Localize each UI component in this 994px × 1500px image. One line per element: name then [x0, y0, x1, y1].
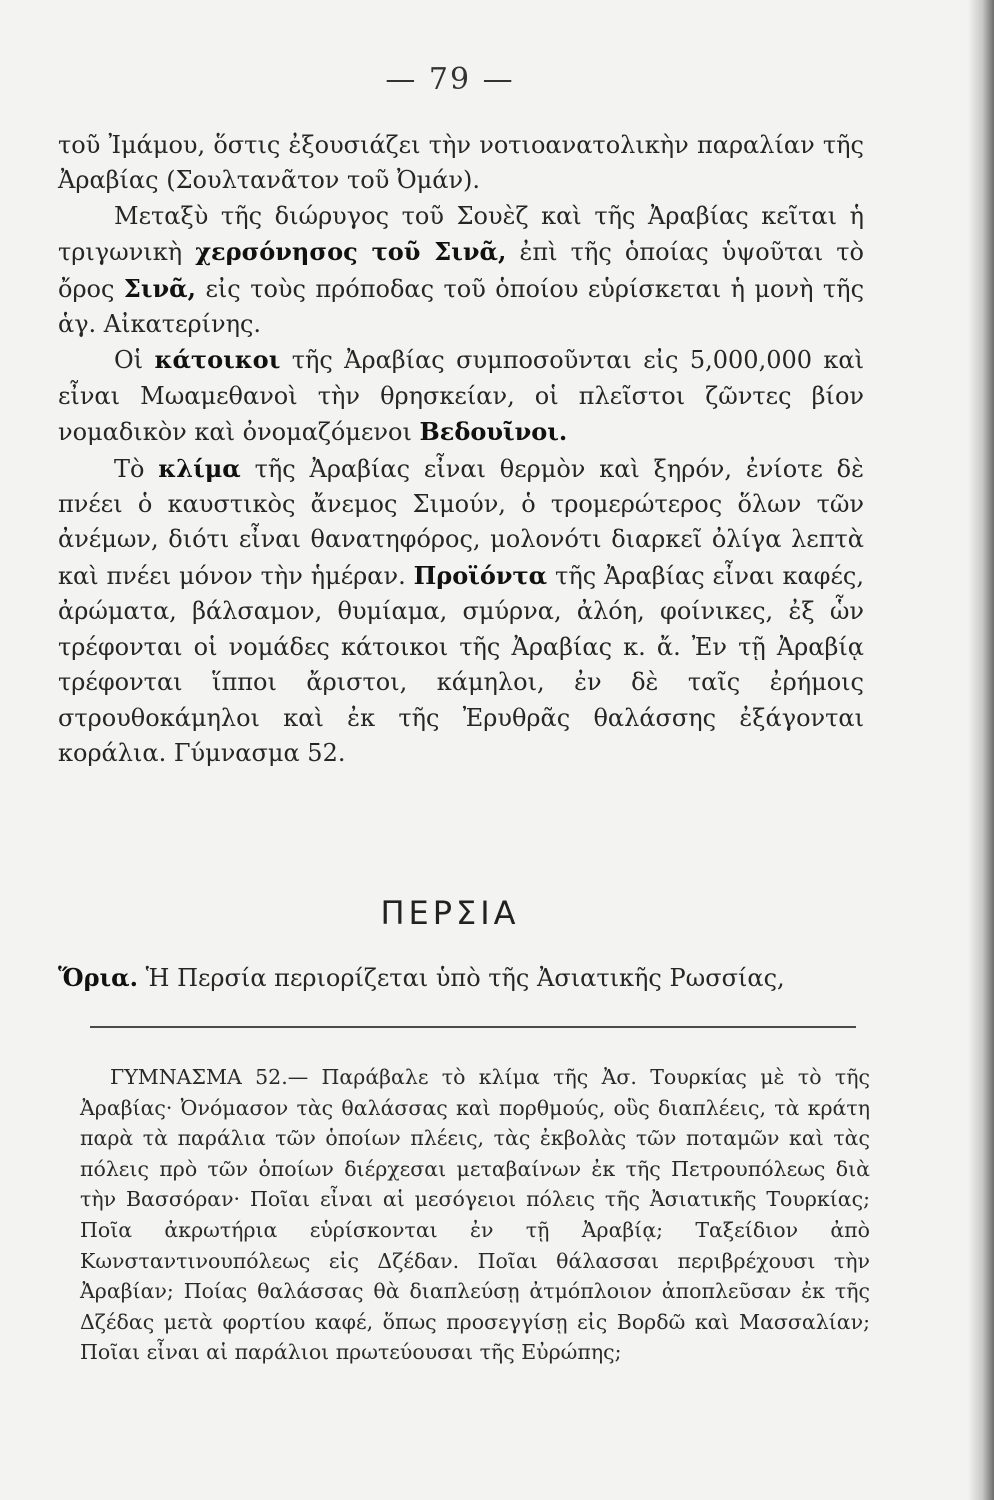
term-mount-sinai: Σινᾶ, [123, 273, 196, 303]
main-text [58, 128, 864, 771]
paragraph-climate-text-3: τῆς Ἀραβίας εἶναι καφές, ἀρώματα, βάλσαμον, θυμίαμα, σμύρνα, ἀλόη, φοίνικες, ἐξ ὧν τρέφονται οἱ νομάδες κάτοικοι τῆς Ἀραβίας κ. ἄ. Ἐν τῇ Ἀραβίᾳ τρέφονται ἵπποι ἄριστοι, κάμηλοι, ἐν δὲ ταῖς ἐρήμοις στρουθοκάμηλοι καὶ ἐκ τῆς Ἐρυθρᾶς θαλάσσης ἐξάγονται κοράλια. Γύμνασμα 52. [58, 561, 864, 767]
paragraph-inhabitants [58, 342, 864, 450]
term-borders: Ὅρια. [58, 963, 138, 992]
paragraph-inhabitants-text-2: τῆς Ἀραβίας συμποσοῦνται εἰς 5,000,000 καὶ εἶναι Μωαμεθανοὶ τὴν θρησκείαν, οἱ πλεῖστοι ζῶντες βίον νομαδικὸν καὶ ὀνομαζόμενοι [58, 346, 864, 447]
paragraph-climate-text-1: Τὸ [114, 454, 159, 483]
page-number: — 79 — [385, 62, 515, 97]
paragraph-sinai [58, 199, 864, 343]
section-borders-paragraph [58, 960, 864, 996]
footnote-divider [90, 1026, 856, 1028]
paragraph-sinai-text-3: εἰς τοὺς πρόποδας τοῦ ὁποίου εὑρίσκεται ἡ μονὴ τῆς ἁγ. Αἰκατερίνης. [58, 274, 865, 339]
term-climate: κλίμα [158, 453, 241, 483]
paragraph-imam-text: τοῦ Ἰμάμου, ὅστις ἐξουσιάζει τὴν νοτιοανατολικὴν παραλίαν τῆς Ἀραβίας (Σουλτανᾶτον τοῦ Ὀμάν). [58, 131, 864, 195]
paragraph-inhabitants-text-1: Οἱ [114, 346, 155, 375]
section-borders-text: Ἡ Περσία περιορίζεται ὑπὸ τῆς Ἀσιατικῆς Ρωσσίας, [138, 964, 785, 992]
term-sinai-peninsula: χερσόνησος τοῦ Σινᾶ, [195, 237, 507, 267]
section-heading-persia: ΠΕΡΣΙΑ [380, 894, 520, 932]
paragraph-climate [58, 451, 864, 772]
paragraph-sinai-text-2: ἐπὶ τῆς ὁποίας ὑψοῦται τὸ ὄρος [58, 238, 864, 303]
paragraph-climate-text-2: τῆς Ἀραβίας εἶναι θερμὸν καὶ ξηρόν, ἐνίοτε δὲ πνέει ὁ καυστικὸς ἄνεμος Σιμούν, ὁ τρομερώτερος ὅλων τῶν ἀνέμων, διότι εἶναι θανατηφόρος, μολονότι διαρκεῖ ὀλίγα λεπτὰ καὶ πνέει μόνον τὴν ἡμέραν. [58, 454, 864, 590]
term-inhabitants: κάτοικοι [154, 345, 281, 375]
term-products: Προϊόντα [413, 560, 548, 590]
term-bedouins: Βεδουῖνοι. [419, 417, 568, 447]
paragraph-sinai-text-1: Μεταξὺ τῆς διώρυγος τοῦ Σουὲζ καὶ τῆς Ἀραβίας κεῖται ἡ τριγωνικὴ [58, 201, 864, 267]
exercise-text: Παράβαλε τὸ κλίμα τῆς Ἀσ. Τουρκίας μὲ τὸ τῆς Ἀραβίας· Ὀνόμασον τὰς θαλάσσας καὶ πορθμούς, οὓς διαπλέεις, τὰ κράτη παρὰ τὰ παράλια τῶν ὁποίων πλέεις, τὰς ἐκβολὰς τῶν ποταμῶν καὶ τὰς πόλεις πρὸ τῶν ὁποίων διέρχεσαι μεταβαίνων ἐκ τῆς Πετρουπόλεως διὰ τὴν Βασσόραν· Ποῖαι εἶναι αἱ μεσόγειοι πόλεις τῆς Ἀσιατικῆς Τουρκίας; Ποῖα ἀκρωτήρια εὑρίσκονται ἐν τῇ Ἀραβίᾳ; Ταξείδιον ἀπὸ Κωνσταντινουπόλεως εἰς Δζέδαν. Ποῖαι θάλασσαι περιβρέχουσι τὴν Ἀραβίαν; Ποίας θαλάσσας θὰ διαπλεύσῃ ἀτμόπλοιον ἀποπλεῦσαν ἐκ τῆς Δζέδας μετὰ φορτίου καφέ, ὅπως προσεγγίσῃ εἰς Βορδῶ καὶ Μασσαλίαν; Ποῖαι εἶναι αἱ παράλιοι πρωτεύουσαι τῆς Εὐρώπης; [80, 1065, 871, 1365]
exercise-label: ΓΥΜΝΑΣΜΑ 52.— [110, 1065, 309, 1089]
page-binding-shadow [968, 0, 994, 1500]
exercise-52 [80, 1062, 870, 1368]
paragraph-imam [58, 128, 864, 199]
